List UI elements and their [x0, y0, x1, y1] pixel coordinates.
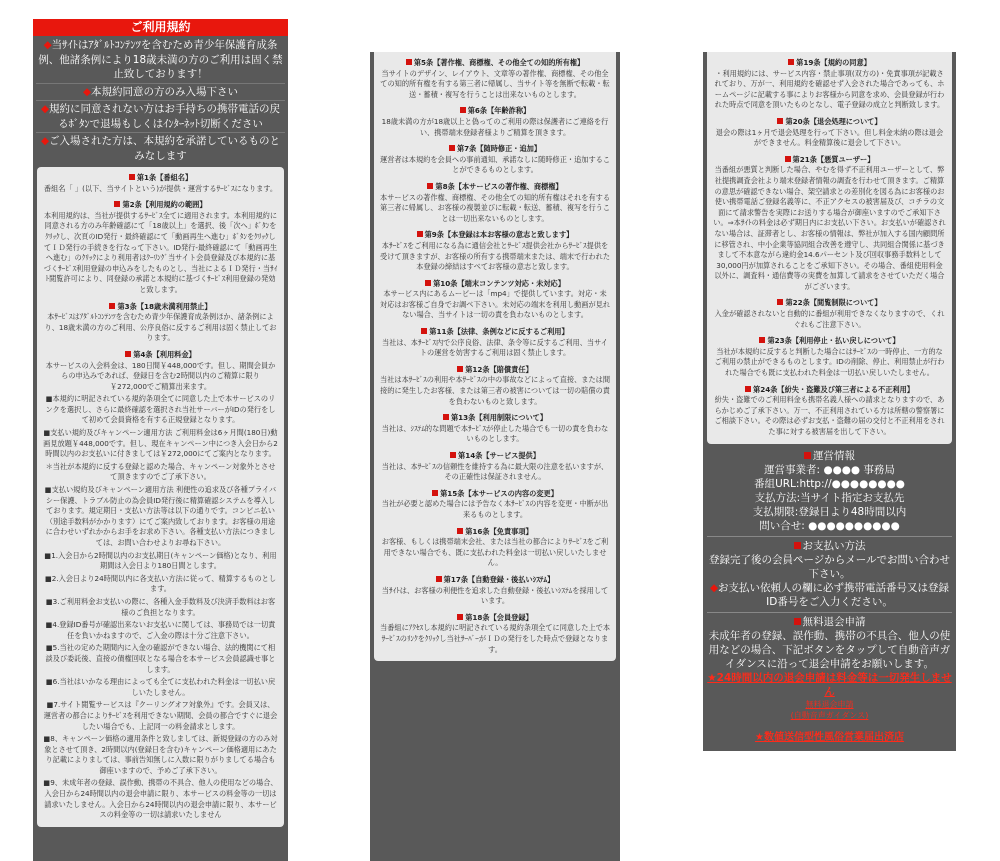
article-paragraph: 本ｻｰﾋﾞｽはｱﾀﾞﾙﾄｺﾝﾃﾝﾂを含むため青少年保護育成条例ほか、諸条例により、18歳未満の方のご利用、公序良俗に反するご利用は固く禁止しております。: [44, 312, 277, 343]
article-paragraph: 紛失・盗難でのご利用料金も携帯名義人様への請求となりますので、あらかじめご了承下さい。万一、不正利用されている方は所轄の警察署にご相談下さい。その際は必ずお支払・盗難の届の交付と不正利用をされた事に対する被害届を出して下さい。: [714, 395, 945, 436]
article-title: 第11条【法律、条例などに反するご利用】: [380, 327, 610, 338]
article-paragraph: 当社は、本ｻｰﾋﾞｽ内で公序良俗、法律、条令等に反するご利用、当サイトの運営を妨害するご利用は固く禁止します。: [382, 337, 608, 358]
article-paragraph: 当サイトのデザイン、レイアウト、文章等の著作権、商標権、その他全ての知的所有権を有する第三者に帰属し、当サイト等を無断で転載・転送・蓄積・複写を行うことは出来ないものとします。: [380, 68, 610, 99]
operator-line: 運営事業者: ●●●● 事務局: [764, 463, 895, 476]
article-title: 第2条【利用規約の範囲】: [43, 200, 278, 211]
article-title: 第19条【規約の同意】: [713, 58, 946, 69]
square-icon: [794, 618, 801, 625]
article-body: [380, 117, 610, 138]
article: [380, 182, 610, 224]
article-paragraph: ■6.当社はいかなる理由によっても全てに支払われた料金は一切払い戻しいたしません。: [45, 677, 276, 697]
square-icon: [421, 328, 427, 334]
article-title: 第6条【年齢詐称】: [380, 106, 610, 117]
article: [380, 279, 610, 321]
article: [713, 336, 946, 378]
square-icon: [129, 174, 135, 180]
article-paragraph: ■9、未成年者の登録、誤作動、携帯の不具合、他人の使用などの場合、入会日から24時間以内の退会申請に限り、本サービスの料金等の一切は請求いたしません。入会日から24時間以内の退会申請に限り、本サービスの料金等の一切は請求いたしません: [43, 778, 278, 820]
article-title: 第16条【免責事項】: [380, 527, 610, 538]
article: [713, 155, 946, 293]
intro-notice: ◆当ｻｲﾄはｱﾀﾞﾙﾄｺﾝﾃﾝﾂを含むため青少年保護育成条例、他諸条例により18歳未満の方のご利用は固く禁止致しております！: [36, 38, 285, 84]
article-paragraph: ■5.当社の定めた期間内に入金の確認ができない場合、法的機関にて相談及び委託後、直接の債権回収となる場合を本サービス会員認識せ事とします。: [45, 643, 276, 674]
article: [43, 200, 278, 295]
article-paragraph: ■2.入会日より24時間以内に各支払い方法に従って、精算するものとします。: [44, 573, 277, 594]
article-title: 第9条【本登録は本お客様の意志と致します】: [380, 230, 610, 241]
article-title: 第14条【サービス提供】: [380, 451, 610, 462]
article-title: 第7条【随時修正・追加】: [380, 144, 610, 155]
article: [380, 489, 610, 521]
square-icon: [450, 452, 456, 458]
operator-line: 支払期限:登録日より48時間以内: [752, 505, 907, 518]
diamond-icon: ◆: [40, 103, 50, 115]
article-title: 第21条【悪質ユーザー】: [713, 155, 946, 166]
article: [713, 117, 946, 149]
square-icon: [449, 145, 455, 151]
article-body: [380, 499, 610, 520]
article-body: [380, 338, 610, 359]
article: [713, 385, 946, 438]
article-paragraph: ■4.登録ID番号が確認出来ないお支払いに関しては、事務局では一切責任を負いかねますので、ご入金の際は十分ご注意下さい。: [45, 620, 276, 640]
intro-notice: ◆本規約同意の方のみ入場下さい: [36, 85, 285, 102]
article-paragraph: ■支払い規約及びキャンペーン適用方法 利便性の追求及び各種プライバシー保護、トラブル防止の為会員ID発行後に精算確認システムを導入しております。規定期日・支払い方法等は以下の通りです。コンビニ払い（別途手数料がかかります）にてご案内致しております。お客様の用途に合わせいずれかからお手をお求め下さい。各種支払い方法につきましては、お問い合わせよりお尋ね下さい。: [44, 485, 277, 547]
article-body: [380, 69, 610, 101]
article-paragraph: 当社が本規約に反すると判断した場合にはｻｰﾋﾞｽの一時停止、一方的なご利用の禁止ができるものとします。IDの削除、停止、利用禁止が行われた場合でも既に支払われた料金は一切払い戻しいたしません。: [714, 346, 945, 378]
intro-notice: ◆規約に同意されない方はお手持ちの携帯電話の戻るﾎﾞﾀﾝで退場もしくはｲﾝﾀｰﾈｯﾄ切断ください: [36, 102, 285, 133]
article-body: [380, 375, 610, 407]
voice-guidance-link[interactable]: (自動音声ガイダンス): [790, 710, 869, 720]
article-title: 第22条【閲覧制限について】: [713, 298, 946, 309]
article-body: [713, 309, 946, 330]
square-icon: [436, 576, 442, 582]
square-icon: [777, 299, 783, 305]
article-body: [380, 537, 610, 569]
article: [43, 302, 278, 344]
square-icon: [777, 118, 783, 124]
operator-info: [703, 447, 956, 726]
footer-link[interactable]: ★数値送信型性風俗営業届出済店: [703, 726, 956, 745]
terms-box: [37, 167, 284, 827]
article-paragraph: ■8、キャンペーン価格の適用条件と致しましては、新規登録の方のみ対象とさせて頂き、2時間以内(登録日を含む)キャンペーン価格適用にあたり記載によりましては、事前告知無しに入数に限りがりましてる場合も御座いますので、予めご了承下さい。: [43, 734, 278, 775]
square-icon: [114, 201, 120, 207]
article-title: 第3条【18歳未満利用禁止】: [43, 302, 278, 313]
article-paragraph: 当社は、ｼｽﾃﾑ的な問題で本ｻｰﾋﾞｽが停止した場合でも一切の責を負わないものとします。: [381, 423, 609, 444]
article-title: 第12条【賠償責任】: [380, 365, 610, 376]
article: [380, 144, 610, 176]
square-icon: [457, 366, 463, 372]
operator-line: 問い合せ: ●●●●●●●●●●: [759, 519, 900, 532]
square-icon: [417, 231, 423, 237]
square-icon: [432, 490, 438, 496]
square-icon: [794, 542, 801, 549]
diamond-icon: ◆: [709, 581, 719, 594]
terms-panel-right: [703, 52, 956, 751]
article: [43, 350, 278, 821]
article-body: [380, 623, 610, 655]
article-paragraph: ・利用規約には、サービス内容・禁止事項(双方の)・免責事項が記載されており、万が一、利用規約を確認せず入会された場合であっても、ホームページに記載する事によりお客様から同意を求め、会員登録が行われた時点で同意を頂いたものとなし、電子登録の成立と判断致します。: [714, 68, 945, 110]
article-body: [380, 462, 610, 483]
diamond-icon: ◆: [82, 85, 92, 98]
operator-line: 番組URL:http://●●●●●●●●: [754, 477, 905, 490]
article-body: [713, 165, 946, 292]
article-paragraph: ＊当社が本規約に反する登録と認めた場合、キャンペーン対象外とさせて頂きますのでご了承下さい。: [45, 461, 276, 482]
article-title: 第24条【紛失・盗難及び第三者による不正利用】: [713, 385, 946, 396]
article-body: [713, 347, 946, 379]
payment-text: 登録完了後の会員ページからメールでお問い合わせ下さい。: [708, 553, 951, 580]
article-paragraph: 当番組にｱｸｾｽし本規約に明記されている規約条項全てに同意した上で本ｻｰﾋﾞｽのﾘﾝｸをｸﾘｯｸし当社ｻｰﾊﾞｰがＩＤの発行をした時点で登録となります。: [380, 623, 611, 654]
article-paragraph: 番組名「 」(以下、当サイトという)が提供・運営するｻｰﾋﾞｽになります。: [43, 183, 278, 193]
article-body: [380, 289, 610, 321]
article: [43, 173, 278, 194]
article-paragraph: ■支払い規約及びキャンペーン適用方法 ご利用料金は6ヶ月間(180日)動画見放題￥448,000です。但し、現在キャンペーン中につき入会日から2時間以内のお支払いに付きましては￥272,000にてご案内となります。: [43, 428, 278, 459]
article-body: [43, 211, 278, 296]
cancel-request-button[interactable]: 無料退会申請: [805, 699, 854, 709]
article-title: 第1条【番組名】: [43, 173, 278, 184]
article-body: [43, 312, 278, 344]
article: [380, 327, 610, 359]
terms-box: [374, 52, 616, 661]
article: [713, 58, 946, 111]
article-title: 第4条【利用料金】: [43, 350, 278, 361]
square-icon: [759, 337, 765, 343]
article-paragraph: 当社は本ｻｰﾋﾞｽの利用や本ｻｰﾋﾞｽの中の事故などによって直接、または間接的に発生したお客様、または第三者の被害については一切の賠償の責を負わないものと致します。: [380, 375, 611, 406]
article-paragraph: ■本規約に明記されている規約条項全てに同意した上で本サービスのリンクを選択し、さらに最終確認を選択され当社サーバーがIDの発行をして初めて会員資格を有する正規登録となります。: [45, 394, 276, 425]
article-paragraph: 18歳未満の方が18歳以上と偽ってのご利用の際は保護者にご連絡を行い、携帯端末登録者様よりご精算を頂きます。: [381, 116, 609, 137]
article-paragraph: ■3.ご利用料金お支払いの際に、各種入金手数料及び決済手数料はお客様のご負担となります。: [45, 596, 276, 617]
square-icon: [457, 614, 463, 620]
terms-panel-left: [33, 19, 288, 861]
square-icon: [425, 280, 431, 286]
payment-note: ◆お支払い依頼人の欄に必ず携帯電話番号又は登録ID番号をご入力ください。: [709, 581, 950, 608]
square-icon: [804, 452, 811, 459]
square-icon: [460, 107, 466, 113]
square-icon: [109, 303, 115, 309]
terms-panel-middle: [370, 52, 620, 861]
terms-header: ご利用規約: [33, 19, 288, 36]
diamond-icon: ◆: [43, 39, 52, 51]
article-title: 第10条【端末コンテンツ対応・未対応】: [380, 279, 610, 290]
article-title: 第20条【退会処理について】: [713, 117, 946, 128]
article: [380, 575, 610, 607]
article-paragraph: 本ｻｰﾋﾞｽをご利用になる為に通信会社とｻｰﾋﾞｽ提供会社からｻｰﾋﾞｽ提供を受けて頂きますが、お客様の所有する携帯端末または、端末で行われた本登録の締結はすべてお客様の意志と致します。: [380, 240, 611, 272]
article-body: [380, 241, 610, 273]
article: [380, 613, 610, 655]
article: [380, 451, 610, 483]
article: [380, 527, 610, 569]
article-paragraph: ■7.サイト閲覧サービスは『クーリングオフ対象外』です。会員又は、運営者の都合によりｻｰﾋﾞｽを利用できない期間、会員の都合ですぐに退会したい場合でも、上記同一の料金請求とします。: [43, 700, 278, 731]
article-title: 第23条【利用停止・払い戻しについて】: [713, 336, 946, 347]
article: [380, 106, 610, 138]
article-title: 第17条【自動登録・後払いｼｽﾃﾑ】: [380, 575, 610, 586]
article-paragraph: 入金が確認されないと自動的に番組が利用できなくなりますので、くれぐれもご注意下さい。: [714, 309, 945, 329]
cancel-warning-link[interactable]: ★24時間以内の退会申請は料金等は一切発生しません: [707, 671, 952, 698]
divider: [707, 612, 952, 613]
divider: [707, 536, 952, 537]
article-title: 第18条【会員登録】: [380, 613, 610, 624]
article-title: 第5条【著作権、商標権、その他全ての知的所有権】: [380, 58, 610, 69]
operator-info-title: 運営情報: [707, 449, 952, 463]
operator-line: 支払方法:当サイト指定お支払先: [754, 491, 905, 504]
article: [713, 298, 946, 330]
square-icon: [457, 528, 463, 534]
article-body: [713, 395, 946, 437]
article-body: [380, 193, 610, 225]
square-icon: [406, 59, 412, 65]
square-icon: [427, 183, 433, 189]
article-paragraph: ■1.入会日から2時間以内のお支払期日(キャンペーン価格)となり、利用期間は入会日より180日間とします。: [44, 550, 277, 571]
article: [380, 230, 610, 272]
terms-box: [707, 52, 952, 444]
article-paragraph: 本サービスの著作権、商標権、その他全ての知的所有権はそれを有する第三者に帰属し、お客様の複製並びに転載・転送、蓄積、複写を行うことは一切出来ないものとします。: [380, 192, 611, 223]
article-title: 第13条【利用制限について】: [380, 413, 610, 424]
article-paragraph: お客様、もしくは携帯端末会社、または当社の都合によりｻｰﾋﾞｽをご利用できない場合でも、既に支払われた料金は一切払い戻しいたしません。: [381, 537, 609, 568]
article-body: [380, 586, 610, 607]
article-paragraph: 運営者は本規約を会員への事前通知、承諾なしに随時修正・追加することができるものとします。: [380, 154, 611, 175]
intro-notices: [33, 36, 288, 164]
article: [380, 413, 610, 445]
square-icon: [785, 156, 791, 162]
article: [380, 365, 610, 407]
article-paragraph: 退会の際は1ヶ月で退会処理を行って下さい。但し料金未納の際は退会ができません。料金精算後に退会して下さい。: [715, 127, 944, 148]
article-body: [713, 128, 946, 149]
article-body: [713, 69, 946, 111]
article-paragraph: 当社は、本ｻｰﾋﾞｽの信頼性を維持する為に最大限の注意を払いますが、その正確性は保証されません。: [381, 461, 609, 482]
article-title: 第15条【本サービスの内容の変更】: [380, 489, 610, 500]
article-body: [43, 361, 278, 821]
square-icon: [125, 351, 131, 357]
square-icon: [443, 414, 449, 420]
article-title: 第8条【本サービスの著作権、商標権】: [380, 182, 610, 193]
cancel-title: 無料退会申請: [707, 615, 952, 629]
article-paragraph: 当ｻｲﾄは、お客様の利便性を追求した自動登録・後払いｼｽﾃﾑを採用しています。: [381, 585, 609, 606]
intro-notice: ◆ご入場された方は、本規約を承諾しているものとみなします: [40, 135, 281, 162]
article-paragraph: 本利用規約は、当社が提供するｻｰﾋﾞｽ全てに適用されます。本利用規約に同意される方のみ年齢確認にて「18歳以上」を選択、後「次へ」ﾎﾞﾀﾝをｸﾘｯｸし、次頁のID発行・最終確認にて「動画再生へ進む」ﾎﾞﾀﾝをｸﾘｯｸしてＩＤ発行の手続きを行なって下さい。ID発行-最終確認にて「動画再生へ進む」のｸﾘｯｸにより利用者はｸｰﾘﾝｸﾞ当サイト会員登録及び本規約に基づくｻｰﾋﾞｽ利用登録の申込みをしたものとし、当社によるＩＤ発行・当ｻｲﾄ閲覧許可により、同登録の承諾と本規約に基づくｻｰﾋﾞｽ利用登録の発効と致します。: [43, 210, 278, 294]
article: [380, 58, 610, 100]
article-paragraph: 本サービス内にあるムービーは「mp4」で提供しています。対応・未対応はお客様ご自身でお調べ下さい。未対応の端末を利用し動画が見れない場合、当サイトは一切の責を負わないものとします。: [380, 289, 611, 320]
article-paragraph: 当番組が悪質と判断した場合、やむを得ず不正利用ユーザーとして、弊社提携調査会社より端末登録者情報の調査を行わせて頂きます。ご精算の意思が確認できない場合、架空請求との差別化を図る為にお客様のお使い携帯電話ご登録名義等に、不正アクセスの被害届及び、コチラの文面にて請求警告を実際にお送りする場合が御座いますのでご承知下さい。⇒本ｻｲﾄの料金は必ず期日内にお支払い下さい。お支払いが確認されない場合は、証滞者とし、お客様の情報は、弊社が加入する国内顧問所に移管され、中小企業等協同組合改善を遵守し、共同組合関係に基づきまして不本意ながら違約金14.6パーセント及び回収事務手数料として30,000円が加算されることをご承知下さい。その場合、番組使用料金以外に、調査料・通信費等の実費を加算して請求をさせていただく場合がございます。: [713, 165, 946, 291]
article-paragraph: 当社が必要と認めた場合には予告なく本ｻｰﾋﾞｽの内容を変更・中断が出来るものとします。: [381, 499, 609, 519]
article-body: [380, 155, 610, 176]
square-icon: [745, 386, 751, 392]
diamond-icon: ◆: [40, 135, 50, 147]
article-paragraph: 本サービスの入会料金は、180日間￥448,000です。但し、期間会員からの申込みであれば、登録日を含む2時間以内のご精算に限り￥272,000でご精算出来ます。: [45, 360, 276, 391]
cancel-text: 未成年者の登録、誤作動、携帯の不具合、他人の使用などの場合、下記ボタンをタップして自動音声ガイダンスに沿って退会申請をお願いします。: [708, 629, 951, 670]
payment-title: お支払い方法: [707, 539, 952, 553]
square-icon: [788, 59, 794, 65]
article-body: [43, 184, 278, 195]
article-body: [380, 424, 610, 445]
